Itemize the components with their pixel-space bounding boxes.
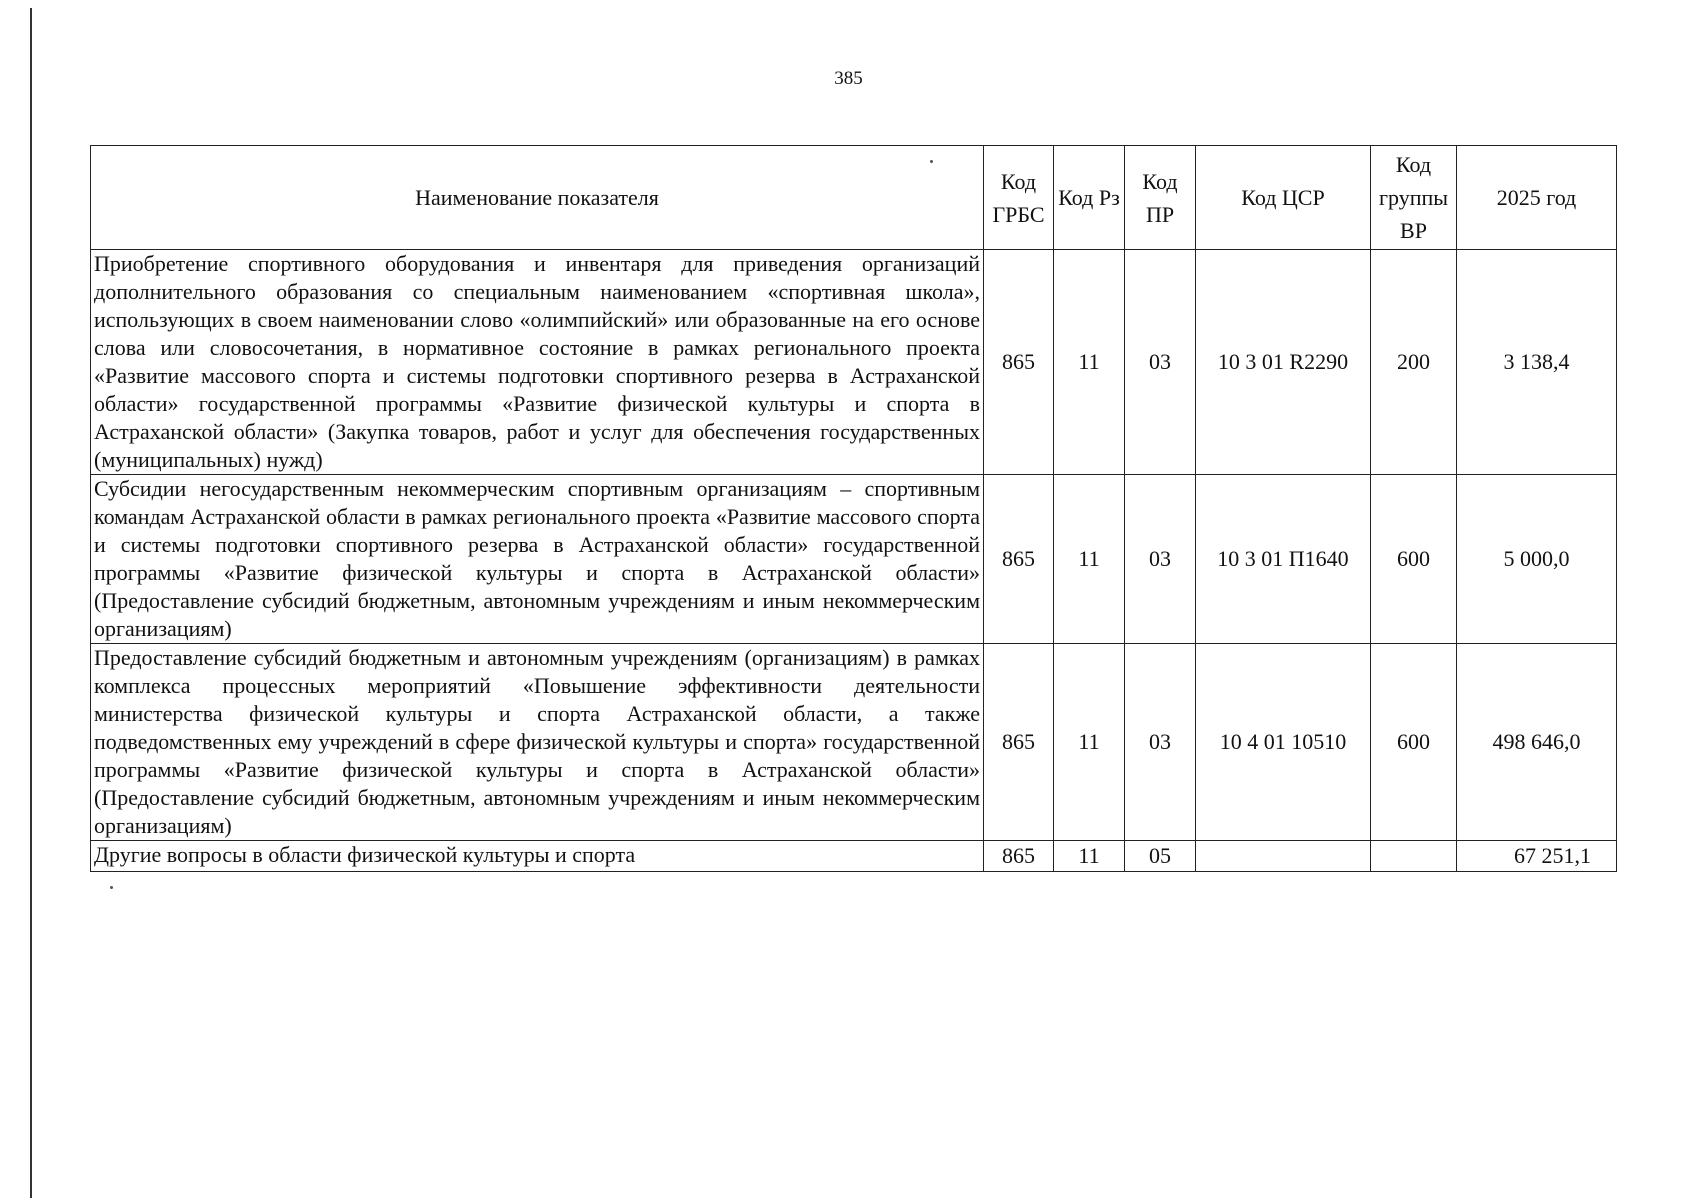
- row-name: Другие вопросы в области физической культуры и спорта: [91, 841, 984, 872]
- row-pr: 03: [1125, 644, 1196, 841]
- table-header-row: [91, 146, 1617, 250]
- row-rz: 11: [1054, 644, 1125, 841]
- table-row: [91, 644, 1617, 841]
- table-row: [91, 841, 1617, 872]
- row-pr: 03: [1125, 250, 1196, 475]
- header-rz: Код Рз: [1054, 146, 1125, 250]
- table-row: [91, 475, 1617, 644]
- row-csr: 10 4 01 10510: [1196, 644, 1371, 841]
- row-grbs: 865: [984, 475, 1054, 644]
- row-name: Субсидии негосударственным некоммерческим спортивным организациям – спортивным командам Астраханской области в рамках регионального проекта «Развитие массового спорта и системы подготовки спортивного резерва в Астраханской области» государственной программы «Развитие физической культуры и спорта в Астраханской области» (Предоставление субсидий бюджетным, автономным учреждениям и иным некоммерческим организациям): [91, 475, 984, 644]
- row-grbs: 865: [984, 250, 1054, 475]
- header-vr: Код группы ВР: [1371, 146, 1457, 250]
- header-grbs: Код ГРБС: [984, 146, 1054, 250]
- row-vr: 600: [1371, 644, 1457, 841]
- row-name: Предоставление субсидий бюджетным и автономным учреждениям (организациям) в рамках комплекса процессных мероприятий «Повышение эффективности деятельности министерства физической культуры и спорта Астраханской области, а также подведомственных ему учреждений в сфере физической культуры и спорта» государственной программы «Развитие физической культуры и спорта в Астраханской области» (Предоставление субсидий бюджетным, автономным учреждениям и иным некоммерческим организациям): [91, 644, 984, 841]
- row-sum: 5 000,0: [1457, 475, 1617, 644]
- scan-speck: [110, 886, 113, 889]
- left-margin-line: [30, 8, 32, 1198]
- row-sum: 3 138,4: [1457, 250, 1617, 475]
- budget-table: [90, 145, 1617, 872]
- table-row: [91, 250, 1617, 475]
- row-pr: 03: [1125, 475, 1196, 644]
- row-grbs: 865: [984, 644, 1054, 841]
- row-grbs: 865: [984, 841, 1054, 872]
- row-vr: 200: [1371, 250, 1457, 475]
- row-rz: 11: [1054, 841, 1125, 872]
- row-csr: 10 3 01 R2290: [1196, 250, 1371, 475]
- header-csr: Код ЦСР: [1196, 146, 1371, 250]
- row-vr: 600: [1371, 475, 1457, 644]
- page-number: 385: [834, 68, 863, 89]
- row-vr: [1371, 841, 1457, 872]
- header-pr: Код ПР: [1125, 146, 1196, 250]
- row-pr: 05: [1125, 841, 1196, 872]
- row-csr: [1196, 841, 1371, 872]
- header-year: 2025 год: [1457, 146, 1617, 250]
- header-name: Наименование показателя: [91, 146, 984, 250]
- row-sum: 67 251,1: [1457, 841, 1617, 872]
- row-csr: 10 3 01 П1640: [1196, 475, 1371, 644]
- row-name: Приобретение спортивного оборудования и инвентаря для приведения организаций дополнительного образования со специальным наименованием «спортивная школа», использующих в своем наименовании слово «олимпийский» или образованные на его основе слова или словосочетания, в нормативное состояние в рамках регионального проекта «Развитие массового спорта и системы подготовки спортивного резерва в Астраханской области» государственной программы «Развитие физической культуры и спорта в Астраханской области» (Закупка товаров, работ и услуг для обеспечения государственных (муниципальных) нужд): [91, 250, 984, 475]
- row-rz: 11: [1054, 250, 1125, 475]
- row-rz: 11: [1054, 475, 1125, 644]
- row-sum: 498 646,0: [1457, 644, 1617, 841]
